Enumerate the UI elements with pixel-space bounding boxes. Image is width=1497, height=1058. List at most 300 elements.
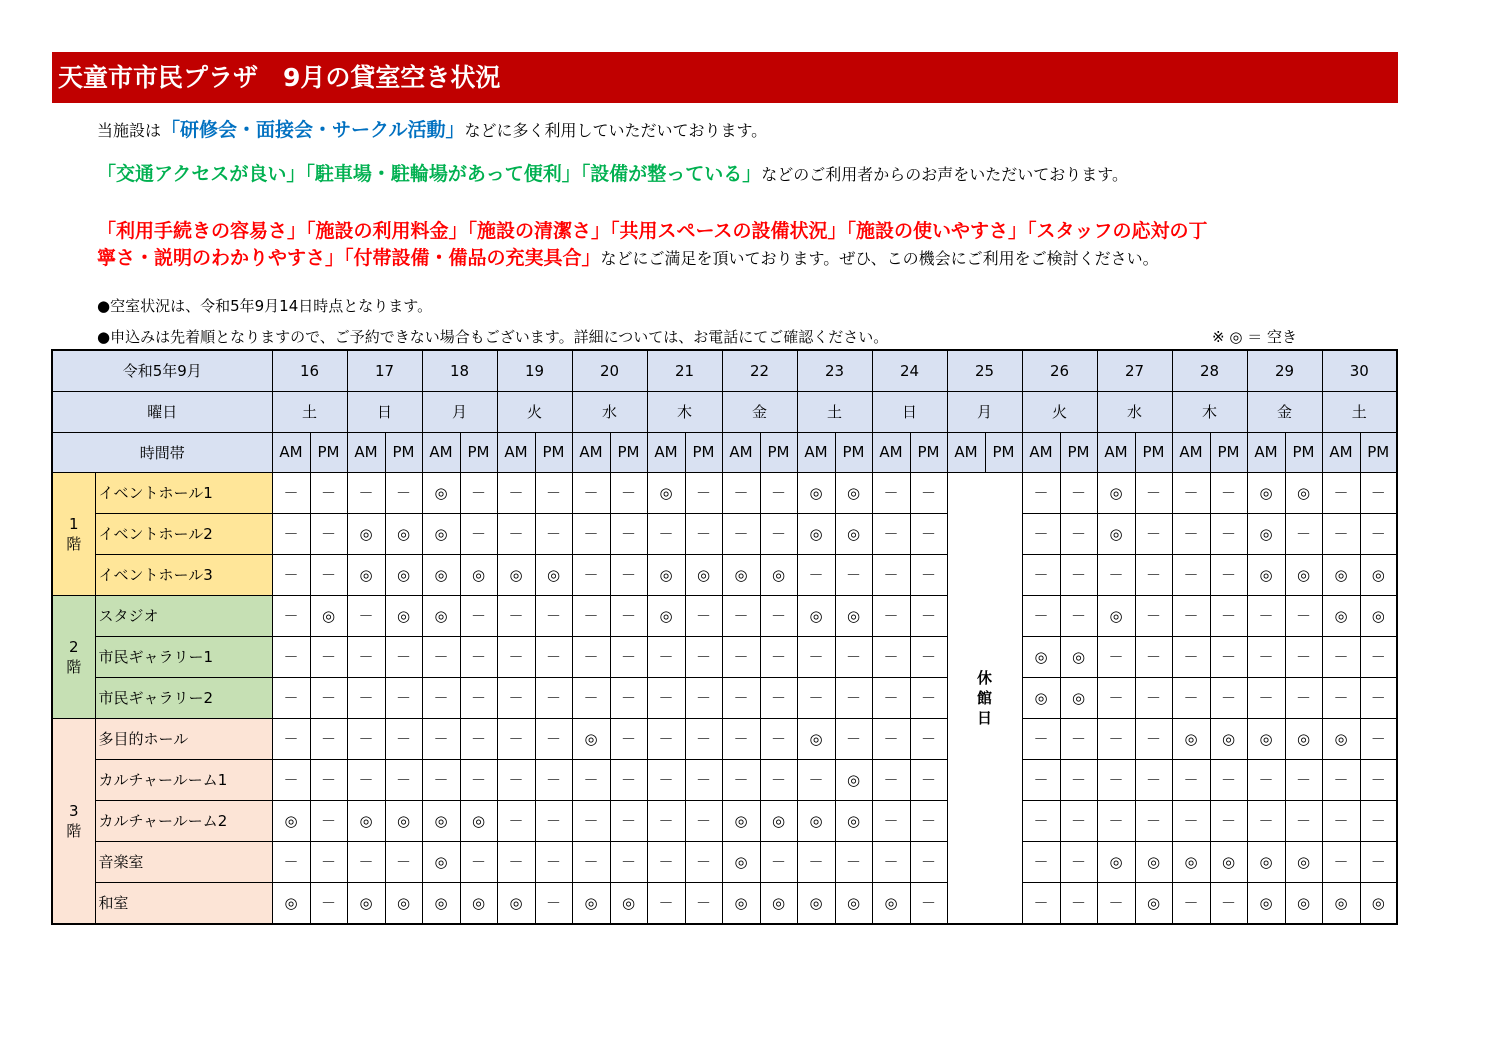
slot-cell: ◎ xyxy=(797,595,835,636)
slot-cell: － xyxy=(347,841,385,882)
slot-cell: ◎ xyxy=(1322,554,1360,595)
slot-cell: － xyxy=(422,636,460,677)
room-name: 市民ギャラリー1 xyxy=(95,636,272,677)
slot-cell: － xyxy=(1097,554,1135,595)
table-row xyxy=(52,759,1397,800)
slot-cell: － xyxy=(310,841,347,882)
slot-cell: ◎ xyxy=(835,882,872,924)
am-header: AM xyxy=(797,432,835,472)
slot-cell: ◎ xyxy=(1322,718,1360,759)
slot-cell: － xyxy=(760,595,797,636)
slot-cell: － xyxy=(385,677,422,718)
slot-cell: ◎ xyxy=(722,554,760,595)
slot-cell: － xyxy=(797,554,835,595)
slot-cell: － xyxy=(1022,595,1060,636)
slot-cell: ◎ xyxy=(835,472,872,513)
slot-cell: － xyxy=(835,636,872,677)
table-row xyxy=(52,718,1397,759)
slot-cell: － xyxy=(272,636,310,677)
slot-cell: － xyxy=(760,718,797,759)
pm-header: PM xyxy=(535,432,572,472)
date-header: 21 xyxy=(647,350,722,391)
slot-cell: － xyxy=(310,513,347,554)
slot-cell: － xyxy=(1135,800,1172,841)
slot-cell: － xyxy=(1135,718,1172,759)
slot-cell: － xyxy=(1210,513,1247,554)
slot-cell: － xyxy=(872,595,910,636)
slot-cell: ◎ xyxy=(1285,472,1322,513)
table-row xyxy=(52,677,1397,718)
slot-cell: ◎ xyxy=(1360,554,1397,595)
pm-header: PM xyxy=(910,432,947,472)
pm-header: PM xyxy=(835,432,872,472)
slot-cell: － xyxy=(497,677,535,718)
slot-cell: ◎ xyxy=(722,800,760,841)
slot-cell: － xyxy=(1172,759,1210,800)
slot-cell: － xyxy=(347,718,385,759)
slot-cell: － xyxy=(1322,759,1360,800)
slot-cell: － xyxy=(347,636,385,677)
slot-cell: ◎ xyxy=(1247,841,1285,882)
slot-cell: － xyxy=(272,718,310,759)
slot-cell: ◎ xyxy=(572,882,610,924)
slot-cell: － xyxy=(310,677,347,718)
slot-cell: － xyxy=(835,554,872,595)
slot-cell: ◎ xyxy=(1097,841,1135,882)
slot-cell: － xyxy=(685,759,722,800)
slot-cell: ◎ xyxy=(1060,677,1097,718)
slot-cell: ◎ xyxy=(610,882,647,924)
slot-cell: － xyxy=(1360,636,1397,677)
slot-cell: － xyxy=(647,841,685,882)
am-header: AM xyxy=(272,432,310,472)
slot-cell: － xyxy=(1210,882,1247,924)
slot-cell: ◎ xyxy=(1285,882,1322,924)
slot-cell: － xyxy=(347,677,385,718)
slot-cell: － xyxy=(1210,677,1247,718)
slot-cell: － xyxy=(610,759,647,800)
slot-cell: ◎ xyxy=(272,800,310,841)
slot-cell: － xyxy=(535,472,572,513)
pm-header: PM xyxy=(460,432,497,472)
slot-cell: － xyxy=(1097,677,1135,718)
slot-cell: ◎ xyxy=(460,800,497,841)
slot-cell: － xyxy=(460,595,497,636)
slot-cell: ◎ xyxy=(647,472,685,513)
slot-cell: － xyxy=(572,677,610,718)
slot-cell: － xyxy=(310,554,347,595)
slot-cell: － xyxy=(722,759,760,800)
weekday-header: 日 xyxy=(347,391,422,432)
slot-cell: ◎ xyxy=(722,841,760,882)
slot-cell: ◎ xyxy=(647,595,685,636)
slot-cell: － xyxy=(272,554,310,595)
slot-cell: － xyxy=(872,759,910,800)
slot-cell: － xyxy=(910,718,947,759)
note-first-come: ●申込みは先着順となりますので、ご予約できない場合もございます。詳細については、お電話にてご確認ください。 xyxy=(97,328,889,346)
slot-cell: － xyxy=(647,513,685,554)
date-header: 17 xyxy=(347,350,422,391)
slot-cell: ◎ xyxy=(1022,677,1060,718)
slot-cell: － xyxy=(1097,759,1135,800)
closed-day-cell: 休 館 日 xyxy=(947,472,1022,924)
slot-cell: － xyxy=(685,677,722,718)
date-header: 16 xyxy=(272,350,347,391)
am-header: AM xyxy=(347,432,385,472)
slot-cell: － xyxy=(1060,513,1097,554)
slot-cell: ◎ xyxy=(1247,882,1285,924)
intro-highlight: 「研修会・面接会・サークル活動」 xyxy=(161,119,465,141)
slot-cell: － xyxy=(872,513,910,554)
slot-cell: － xyxy=(685,718,722,759)
table-row xyxy=(52,882,1397,924)
slot-cell: － xyxy=(647,882,685,924)
pm-header: PM xyxy=(1360,432,1397,472)
room-name: 音楽室 xyxy=(95,841,272,882)
slot-cell: ◎ xyxy=(1360,882,1397,924)
slot-cell: － xyxy=(272,841,310,882)
date-header: 24 xyxy=(872,350,947,391)
slot-cell: － xyxy=(610,472,647,513)
slot-cell: ◎ xyxy=(422,595,460,636)
am-header: AM xyxy=(497,432,535,472)
satisfaction-highlight: 寧さ・説明のわかりやすさ」「付帯設備・備品の充実具合」 xyxy=(97,247,601,269)
weekday-header: 月 xyxy=(422,391,497,432)
slot-cell: － xyxy=(1210,800,1247,841)
floor-label: 1 階 xyxy=(52,472,95,595)
slot-cell: ◎ xyxy=(385,554,422,595)
room-name: イベントホール1 xyxy=(95,472,272,513)
date-header: 27 xyxy=(1097,350,1172,391)
slot-cell: － xyxy=(1247,636,1285,677)
slot-cell: － xyxy=(1285,677,1322,718)
pm-header: PM xyxy=(1135,432,1172,472)
slot-cell: － xyxy=(572,636,610,677)
room-name: カルチャールーム2 xyxy=(95,800,272,841)
slot-cell: ◎ xyxy=(385,513,422,554)
slot-cell: － xyxy=(1285,636,1322,677)
date-header: 18 xyxy=(422,350,497,391)
slot-cell: － xyxy=(347,595,385,636)
pm-header: PM xyxy=(385,432,422,472)
slot-cell: － xyxy=(1135,472,1172,513)
satisfaction-line-1: 「利用手続きの容易さ」「施設の利用料金」「施設の清潔さ」「共用スペースの設備状況」「施設の使いやすさ」「スタッフの応対の丁 xyxy=(97,220,1208,242)
date-header: 23 xyxy=(797,350,872,391)
slot-cell: － xyxy=(310,718,347,759)
slot-cell: － xyxy=(722,472,760,513)
room-name: イベントホール3 xyxy=(95,554,272,595)
slot-cell: ◎ xyxy=(1210,718,1247,759)
slot-cell: － xyxy=(497,718,535,759)
slot-cell: ◎ xyxy=(572,718,610,759)
slot-cell: ◎ xyxy=(1247,718,1285,759)
user-voices-text: 「交通アクセスが良い」「駐車場・駐輪場があって便利」「設備が整っている」などのご利用者からのお声をいただいております。 xyxy=(97,163,1128,185)
slot-cell: ◎ xyxy=(797,472,835,513)
slot-cell: ◎ xyxy=(685,554,722,595)
slot-cell: － xyxy=(1022,759,1060,800)
slot-cell: － xyxy=(910,513,947,554)
slot-cell: － xyxy=(1060,841,1097,882)
date-header: 25 xyxy=(947,350,1022,391)
slot-cell: － xyxy=(1060,759,1097,800)
floor-label: 2 階 xyxy=(52,595,95,718)
slot-cell: － xyxy=(610,595,647,636)
slot-cell: － xyxy=(1022,472,1060,513)
slot-cell: ◎ xyxy=(1172,841,1210,882)
slot-cell: － xyxy=(572,800,610,841)
floor-label: 3 階 xyxy=(52,718,95,924)
slot-cell: ◎ xyxy=(1210,841,1247,882)
slot-cell: － xyxy=(1360,677,1397,718)
slot-cell: － xyxy=(1172,554,1210,595)
slot-cell: － xyxy=(460,472,497,513)
slot-cell: － xyxy=(1135,595,1172,636)
date-header: 29 xyxy=(1247,350,1322,391)
slot-cell: － xyxy=(1022,513,1060,554)
slot-cell: － xyxy=(460,636,497,677)
slot-cell: － xyxy=(1247,759,1285,800)
slot-cell: － xyxy=(272,677,310,718)
slot-cell: ◎ xyxy=(460,882,497,924)
slot-cell: － xyxy=(797,841,835,882)
slot-cell: ◎ xyxy=(497,882,535,924)
slot-cell: － xyxy=(760,841,797,882)
slot-cell: ◎ xyxy=(760,554,797,595)
am-header: AM xyxy=(572,432,610,472)
slot-cell: － xyxy=(385,636,422,677)
slot-cell: － xyxy=(272,513,310,554)
slot-cell: ◎ xyxy=(422,882,460,924)
weekday-header: 金 xyxy=(722,391,797,432)
slot-cell: ◎ xyxy=(1060,636,1097,677)
slot-cell: － xyxy=(422,677,460,718)
slot-cell: － xyxy=(910,554,947,595)
pm-header: PM xyxy=(1285,432,1322,472)
slot-cell: － xyxy=(760,677,797,718)
weekday-header: 火 xyxy=(1022,391,1097,432)
slot-cell: － xyxy=(610,800,647,841)
table-row xyxy=(52,513,1397,554)
slot-cell: ◎ xyxy=(1322,882,1360,924)
slot-cell: ◎ xyxy=(1285,554,1322,595)
slot-cell: － xyxy=(1097,636,1135,677)
slot-cell: ◎ xyxy=(760,800,797,841)
slot-cell: － xyxy=(610,677,647,718)
slot-cell: － xyxy=(1172,472,1210,513)
slot-cell: － xyxy=(872,677,910,718)
room-name: スタジオ xyxy=(95,595,272,636)
slot-cell: ◎ xyxy=(1360,595,1397,636)
slot-cell: － xyxy=(872,718,910,759)
slot-cell: － xyxy=(647,636,685,677)
slot-cell: － xyxy=(572,595,610,636)
slot-cell: － xyxy=(647,718,685,759)
slot-cell: － xyxy=(1022,882,1060,924)
table-row xyxy=(52,841,1397,882)
slot-cell: － xyxy=(460,759,497,800)
slot-cell: ◎ xyxy=(535,554,572,595)
slot-cell: － xyxy=(722,636,760,677)
am-header: AM xyxy=(422,432,460,472)
slot-cell: ◎ xyxy=(385,882,422,924)
slot-cell: － xyxy=(385,759,422,800)
slot-cell: － xyxy=(1097,718,1135,759)
slot-cell: ◎ xyxy=(1135,882,1172,924)
slot-cell: － xyxy=(797,677,835,718)
slot-cell: － xyxy=(910,636,947,677)
pm-header: PM xyxy=(685,432,722,472)
slot-cell: － xyxy=(535,595,572,636)
slot-cell: ◎ xyxy=(797,882,835,924)
slot-cell: － xyxy=(535,882,572,924)
slot-cell: ◎ xyxy=(1247,513,1285,554)
slot-cell: － xyxy=(835,677,872,718)
slot-cell: － xyxy=(310,759,347,800)
slot-cell: ◎ xyxy=(460,554,497,595)
pm-header: PM xyxy=(1210,432,1247,472)
slot-cell: － xyxy=(722,677,760,718)
weekday-header: 土 xyxy=(272,391,347,432)
room-name: イベントホール2 xyxy=(95,513,272,554)
slot-cell: － xyxy=(910,841,947,882)
slot-cell: － xyxy=(835,718,872,759)
slot-cell: － xyxy=(535,718,572,759)
slot-cell: － xyxy=(685,636,722,677)
slot-cell: ◎ xyxy=(310,595,347,636)
slot-cell: － xyxy=(310,882,347,924)
slot-cell: － xyxy=(497,759,535,800)
slot-cell: － xyxy=(722,718,760,759)
slot-cell: － xyxy=(385,472,422,513)
table-row xyxy=(52,595,1397,636)
slot-cell: － xyxy=(497,636,535,677)
slot-cell: － xyxy=(1022,554,1060,595)
slot-cell: － xyxy=(572,472,610,513)
slot-cell: － xyxy=(685,882,722,924)
weekday-header: 火 xyxy=(497,391,572,432)
slot-cell: － xyxy=(497,595,535,636)
weekday-header: 木 xyxy=(647,391,722,432)
pm-header: PM xyxy=(760,432,797,472)
slot-cell: － xyxy=(910,595,947,636)
slot-cell: － xyxy=(610,513,647,554)
slot-cell: － xyxy=(497,800,535,841)
slot-cell: － xyxy=(385,718,422,759)
slot-cell: ◎ xyxy=(835,513,872,554)
slot-cell: ◎ xyxy=(422,472,460,513)
slot-cell: － xyxy=(910,759,947,800)
intro-text: 当施設は「研修会・面接会・サークル活動」などに多く利用していただいております。 xyxy=(97,119,768,141)
slot-cell: － xyxy=(1360,759,1397,800)
weekday-header: 水 xyxy=(572,391,647,432)
slot-cell: ◎ xyxy=(1285,718,1322,759)
slot-cell: ◎ xyxy=(835,595,872,636)
slot-cell: － xyxy=(1360,718,1397,759)
slot-cell: ◎ xyxy=(1247,472,1285,513)
slot-cell: ◎ xyxy=(872,882,910,924)
slot-cell: ◎ xyxy=(422,513,460,554)
table-row xyxy=(52,554,1397,595)
slot-cell: － xyxy=(872,800,910,841)
date-header: 22 xyxy=(722,350,797,391)
slot-cell: ◎ xyxy=(347,882,385,924)
slot-cell: － xyxy=(497,841,535,882)
slot-cell: － xyxy=(610,554,647,595)
slot-cell: － xyxy=(685,513,722,554)
slot-cell: ◎ xyxy=(760,882,797,924)
pm-header: PM xyxy=(985,432,1022,472)
slot-cell: － xyxy=(797,759,835,800)
slot-cell: － xyxy=(1060,472,1097,513)
slot-cell: － xyxy=(272,472,310,513)
slot-cell: ◎ xyxy=(347,513,385,554)
slot-cell: ◎ xyxy=(272,882,310,924)
slot-cell: － xyxy=(1060,595,1097,636)
am-header: AM xyxy=(1172,432,1210,472)
page-title: 天童市市民プラザ 9月の貸室空き状況 xyxy=(52,52,1398,103)
table-row xyxy=(52,800,1397,841)
satisfaction-line-2: 寧さ・説明のわかりやすさ」「付帯設備・備品の充実具合」などにご満足を頂いております。ぜひ、この機会にご利用をご検討ください。 xyxy=(97,247,1159,269)
slot-cell: － xyxy=(722,513,760,554)
pm-header: PM xyxy=(310,432,347,472)
weekday-header: 木 xyxy=(1172,391,1247,432)
slot-cell: － xyxy=(310,636,347,677)
slot-cell: － xyxy=(797,636,835,677)
slot-cell: － xyxy=(460,513,497,554)
note-status-date: ●空室状況は、令和5年9月14日時点となります。 xyxy=(97,297,433,315)
slot-cell: － xyxy=(1210,636,1247,677)
slot-cell: － xyxy=(1022,841,1060,882)
am-header: AM xyxy=(1322,432,1360,472)
slot-cell: － xyxy=(1360,513,1397,554)
slot-cell: － xyxy=(1247,595,1285,636)
slot-cell: － xyxy=(1210,472,1247,513)
slot-cell: ◎ xyxy=(647,554,685,595)
slot-cell: － xyxy=(760,513,797,554)
slot-cell: － xyxy=(1097,882,1135,924)
slot-cell: － xyxy=(685,472,722,513)
slot-cell: － xyxy=(422,718,460,759)
slot-cell: ◎ xyxy=(347,554,385,595)
slot-cell: － xyxy=(685,595,722,636)
slot-cell: ◎ xyxy=(722,882,760,924)
slot-cell: － xyxy=(460,677,497,718)
slot-cell: － xyxy=(1322,472,1360,513)
slot-cell: － xyxy=(1022,800,1060,841)
slot-cell: － xyxy=(497,472,535,513)
slot-cell: － xyxy=(1097,800,1135,841)
slot-cell: － xyxy=(1322,841,1360,882)
slot-cell: ◎ xyxy=(1135,841,1172,882)
slot-cell: － xyxy=(1172,677,1210,718)
slot-cell: － xyxy=(572,841,610,882)
slot-cell: ◎ xyxy=(422,800,460,841)
table-row xyxy=(52,472,1397,513)
slot-cell: － xyxy=(1322,677,1360,718)
slot-cell: － xyxy=(1172,636,1210,677)
slot-cell: － xyxy=(910,800,947,841)
am-header: AM xyxy=(1247,432,1285,472)
slot-cell: － xyxy=(272,595,310,636)
slot-cell: ◎ xyxy=(1097,513,1135,554)
pm-header: PM xyxy=(610,432,647,472)
slot-cell: － xyxy=(1172,513,1210,554)
slot-cell: － xyxy=(1135,759,1172,800)
slot-cell: － xyxy=(535,513,572,554)
slot-cell: － xyxy=(1360,841,1397,882)
slot-cell: － xyxy=(1135,554,1172,595)
slot-cell: ◎ xyxy=(797,800,835,841)
